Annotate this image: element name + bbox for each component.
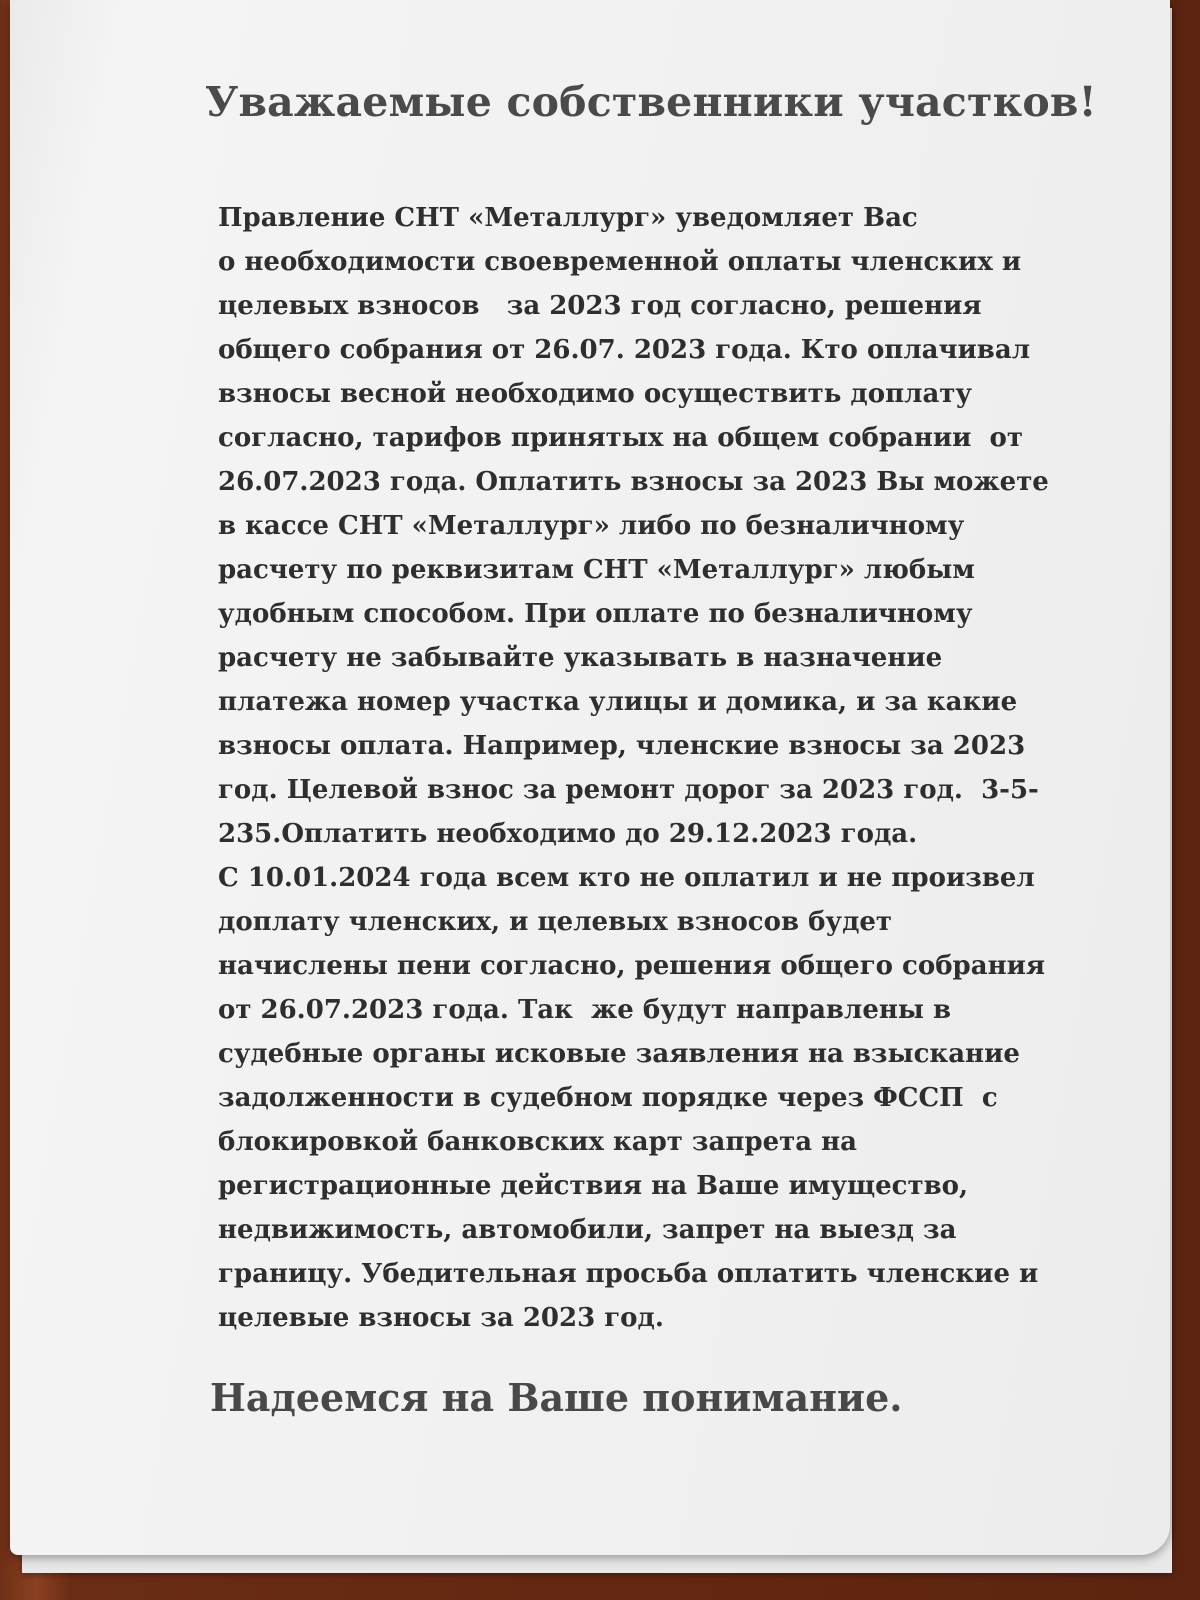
body-line: судебные органы исковые заявления на взыскание	[218, 1039, 1020, 1069]
body-line: задолженности в судебном порядке через ФССП с	[218, 1083, 998, 1113]
body-line: границу. Убедительная просьба оплатить членские и	[218, 1259, 1039, 1289]
body-line: регистрационные действия на Ваше имущество,	[218, 1171, 969, 1201]
body-line: год. Целевой взнос за ремонт дорог за 2023 год. 3-5-	[218, 775, 1039, 805]
body-line: взносы весной необходимо осуществить доплату	[218, 379, 973, 409]
notice-closing: Надеемся на Ваше понимание.	[210, 1375, 903, 1420]
body-line: 26.07.2023 года. Оплатить взносы за 2023 Вы можете	[218, 467, 1049, 497]
body-line: целевые взносы за 2023 год.	[218, 1303, 664, 1333]
notice-body	[218, 196, 1118, 1340]
body-line: 235.Оплатить необходимо до 29.12.2023 года.	[218, 819, 918, 849]
body-line: С 10.01.2024 года всем кто не оплатил и не произвел	[218, 863, 1035, 893]
body-line: о необходимости своевременной оплаты членских и	[218, 247, 1022, 277]
body-line: расчету по реквизитам СНТ «Металлург» любым	[218, 555, 975, 585]
body-line: доплату членских, и целевых взносов будет	[218, 907, 893, 937]
body-line: платежа номер участка улицы и домика, и за какие	[218, 687, 1018, 717]
body-line: расчету не забывайте указывать в назначение	[218, 643, 943, 673]
body-line: общего собрания от 26.07. 2023 года. Кто оплачивал	[218, 335, 1031, 365]
body-line: в кассе СНТ «Металлург» либо по безналичному	[218, 511, 965, 541]
body-line: начислены пени согласно, решения общего собрания	[218, 951, 1046, 981]
body-line: взносы оплата. Например, членские взносы за 2023	[218, 731, 1026, 761]
body-line: недвижимость, автомобили, запрет на выезд за	[218, 1215, 957, 1245]
notice-title: Уважаемые собственники участков!	[205, 78, 1097, 126]
body-line: удобным способом. При оплате по безналичному	[218, 599, 973, 629]
body-line: согласно, тарифов принятых на общем собрании от	[218, 423, 1023, 453]
body-line: целевых взносов за 2023 год согласно, решения	[218, 291, 982, 321]
body-line: от 26.07.2023 года. Так же будут направлены в	[218, 995, 952, 1025]
paper-sheet	[10, 0, 1170, 1555]
body-line: Правление СНТ «Металлург» уведомляет Вас	[218, 203, 918, 233]
body-line: блокировкой банковских карт запрета на	[218, 1127, 858, 1157]
